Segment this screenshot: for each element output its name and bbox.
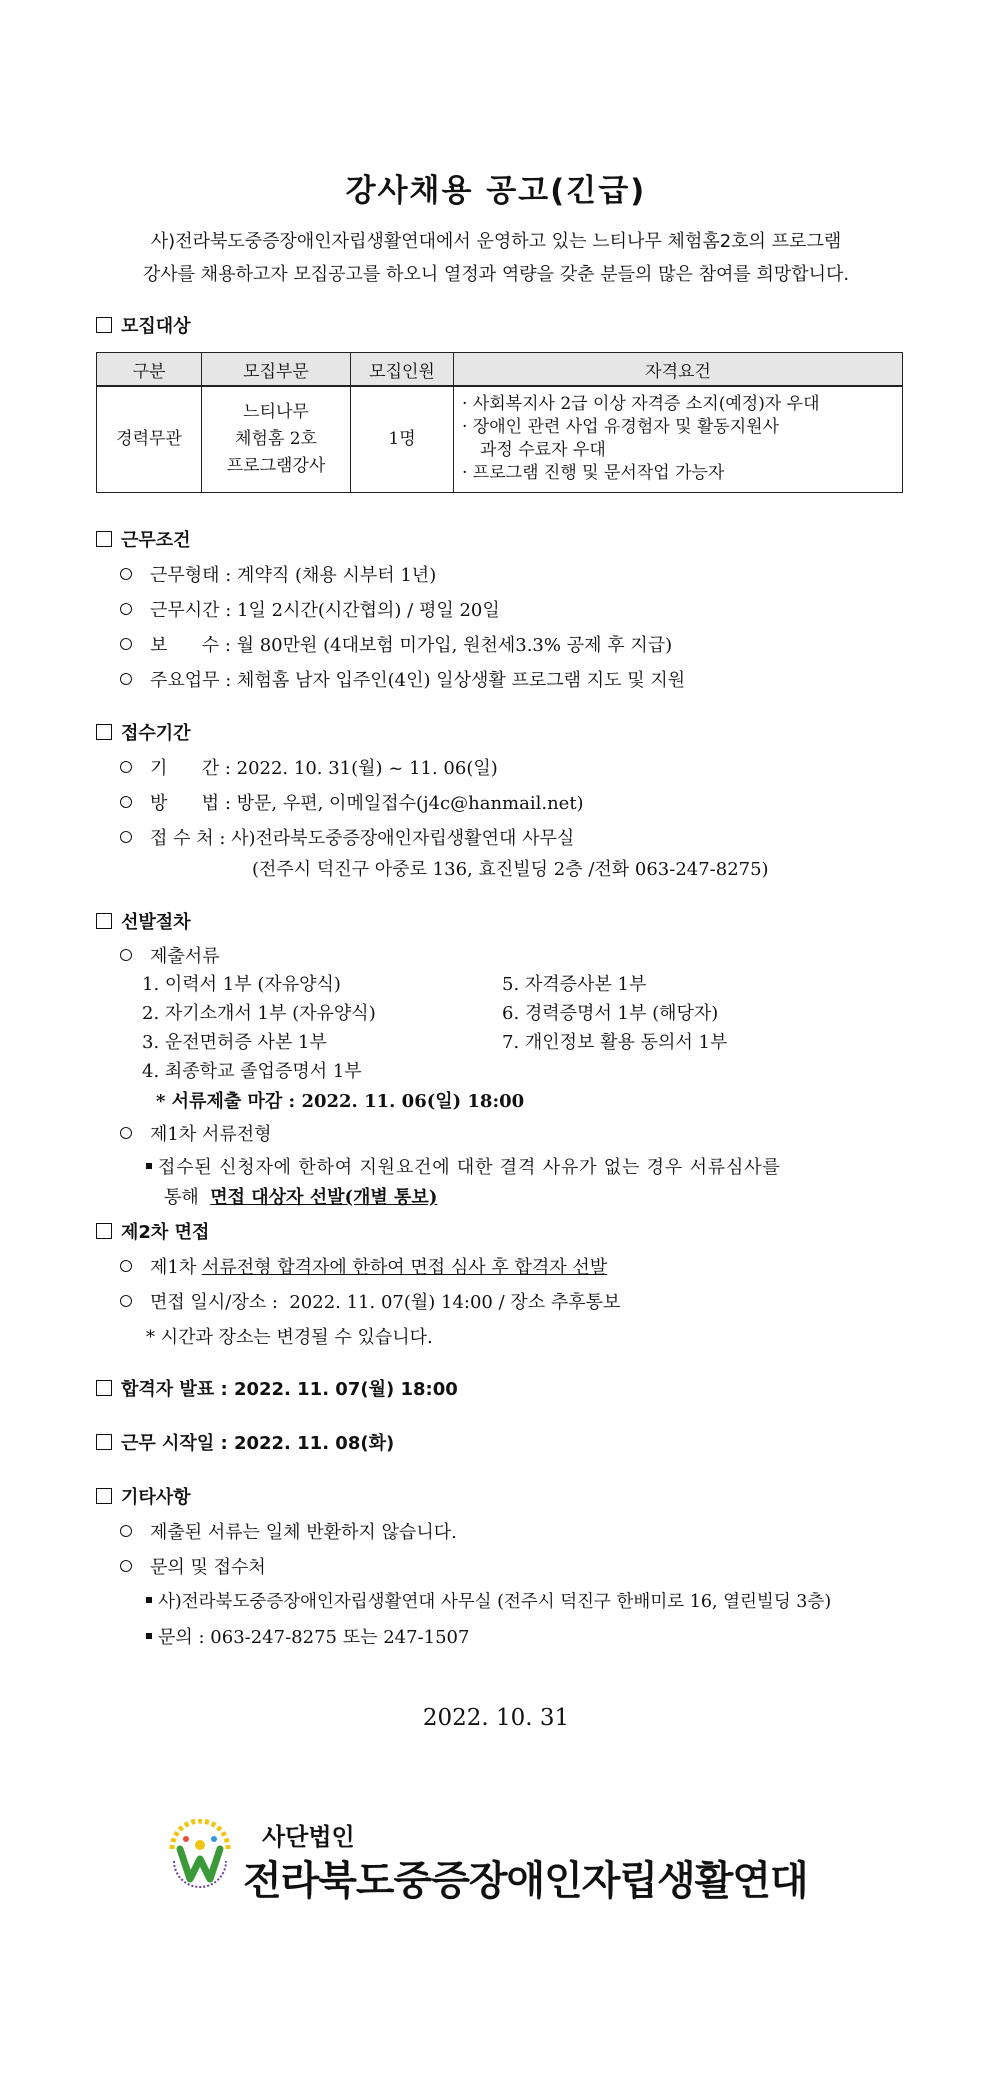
- checkbox-square-icon: [96, 531, 112, 547]
- list-item: 보 수 : 월 80만원 (4대보험 미가입, 원천세3.3% 공제 후 지급): [120, 631, 672, 657]
- interview-note: * 시간과 장소는 변경될 수 있습니다.: [146, 1327, 433, 1348]
- circle-bullet-icon: [120, 949, 132, 961]
- doc-item: 1. 이력서 1부 (자유양식): [142, 974, 341, 995]
- doc-item: 4. 최종학교 졸업증명서 1부: [142, 1061, 362, 1082]
- announce-heading: 합격자 발표 : 2022. 11. 07(월) 18:00: [96, 1375, 458, 1401]
- list-item: 접 수 처 : 사)전라북도중증장애인자립생활연대 사무실: [120, 824, 574, 850]
- cell-dept: 느티나무 체험홈 2호 프로그램강사: [202, 386, 351, 492]
- organization-type: 사단법인: [262, 1823, 355, 1851]
- table-header: 모집인원: [351, 353, 454, 387]
- docs-label: 제출서류: [120, 942, 220, 968]
- organization-name: 전라북도중증장애인자립생활연대: [243, 1858, 808, 1904]
- deadline-note: * 서류제출 마감 : 2022. 11. 06(일) 18:00: [156, 1091, 525, 1112]
- checkbox-square-icon: [96, 724, 112, 740]
- cell-type: 경력무관: [97, 386, 202, 492]
- interview-line-2: 면접 일시/장소 : 2022. 11. 07(월) 14:00 / 장소 추후통보: [120, 1288, 620, 1314]
- circle-bullet-icon: [120, 603, 132, 615]
- checkbox-square-icon: [96, 1488, 112, 1504]
- checkbox-square-icon: [96, 1434, 112, 1450]
- list-item: 주요업무 : 체험홈 남자 입주인(4인) 일상생활 프로그램 지도 및 지원: [120, 666, 685, 692]
- table-header: 구분: [97, 353, 202, 387]
- list-item: 근무시간 : 1일 2시간(시간협의) / 평일 20일: [120, 596, 500, 622]
- issue-date: 2022. 10. 31: [422, 1705, 570, 1731]
- list-item: 기 간 : 2022. 10. 31(월) ~ 11. 06(일): [120, 754, 498, 780]
- circle-bullet-icon: [120, 1260, 132, 1272]
- table-header: 자격요건: [454, 353, 903, 387]
- list-item: 근무형태 : 계약직 (채용 시부터 1년): [120, 561, 436, 587]
- section-work-heading: 근무조건: [96, 526, 191, 552]
- doc-item: 7. 개인정보 활용 동의서 1부: [502, 1032, 728, 1053]
- contact-phone: 문의 : 063-247-8275 또는 247-1507: [146, 1623, 469, 1649]
- section-interview-heading: 제2차 면접: [96, 1218, 209, 1244]
- intro-line-2: 강사를 채용하고자 모집공고를 하오니 열정과 역량을 갖춘 분들의 많은 참여를 희망합니다.: [142, 264, 850, 285]
- circle-bullet-icon: [120, 1525, 132, 1537]
- interview-line-1: 제1차 서류전형 합격자에 한하여 면접 심사 후 합격자 선발: [120, 1253, 607, 1279]
- circle-bullet-icon: [120, 1560, 132, 1572]
- circle-bullet-icon: [120, 638, 132, 650]
- list-item: 방 법 : 방문, 우편, 이메일접수(j4c@hanmail.net): [120, 789, 584, 815]
- circle-bullet-icon: [120, 761, 132, 773]
- circle-bullet-icon: [120, 673, 132, 685]
- section-recruit-heading: 모집대상: [96, 312, 191, 338]
- start-heading: 근무 시작일 : 2022. 11. 08(화): [96, 1429, 394, 1455]
- round1-desc-2: 통해 면접 대상자 선발(개별 통보): [164, 1187, 438, 1208]
- organization-signature: [166, 1815, 866, 1905]
- square-bullet-icon: [146, 1163, 152, 1169]
- square-bullet-icon: [146, 1633, 152, 1639]
- cell-count: 1명: [351, 386, 454, 492]
- table-row: [97, 386, 903, 492]
- list-item: 문의 및 접수처: [120, 1553, 266, 1579]
- recruit-table: [96, 352, 903, 493]
- doc-item: 3. 운전면허증 사본 1부: [142, 1032, 327, 1053]
- checkbox-square-icon: [96, 1223, 112, 1239]
- cell-qualifications: · 사회복지사 2급 이상 자격증 소지(예정)자 우대 · 장애인 관련 사업 유경험자 및 활동지원사 과정 수료자 우대 · 프로그램 진행 및 문서작업 가능자: [454, 386, 903, 492]
- intro-line-1: 사)전라북도중증장애인자립생활연대에서 운영하고 있는 느티나무 체험홈2호의 프로그램: [150, 231, 842, 252]
- section-select-heading: 선발절차: [96, 908, 191, 934]
- address-line: (전주시 덕진구 아중로 136, 효진빌딩 2층 /전화 063-247-8275): [252, 859, 769, 880]
- square-bullet-icon: [146, 1597, 152, 1603]
- checkbox-square-icon: [96, 317, 112, 333]
- circle-bullet-icon: [120, 831, 132, 843]
- doc-item: 5. 자격증사본 1부: [502, 974, 647, 995]
- circle-bullet-icon: [120, 568, 132, 580]
- section-etc-heading: 기타사항: [96, 1483, 191, 1509]
- table-header: 모집부문: [202, 353, 351, 387]
- page-title: 강사채용 공고(긴급): [345, 173, 647, 209]
- round1-desc-1: 접수된 신청자에 한하여 지원요건에 대한 결격 사유가 없는 경우 서류심사를: [146, 1153, 781, 1179]
- circle-bullet-icon: [120, 1295, 132, 1307]
- doc-item: 2. 자기소개서 1부 (자유양식): [142, 1003, 376, 1024]
- organization-logo-icon: [166, 1819, 234, 1897]
- doc-item: 6. 경력증명서 1부 (해당자): [502, 1003, 719, 1024]
- checkbox-square-icon: [96, 913, 112, 929]
- contact-office: 사)전라북도중증장애인자립생활연대 사무실 (전주시 덕진구 한배미로 16, 열린빌딩 3층): [146, 1588, 831, 1613]
- section-apply-heading: 접수기간: [96, 719, 191, 745]
- checkbox-square-icon: [96, 1380, 112, 1396]
- circle-bullet-icon: [120, 1127, 132, 1139]
- circle-bullet-icon: [120, 796, 132, 808]
- round1-label: 제1차 서류전형: [120, 1120, 272, 1146]
- list-item: 제출된 서류는 일체 반환하지 않습니다.: [120, 1518, 457, 1544]
